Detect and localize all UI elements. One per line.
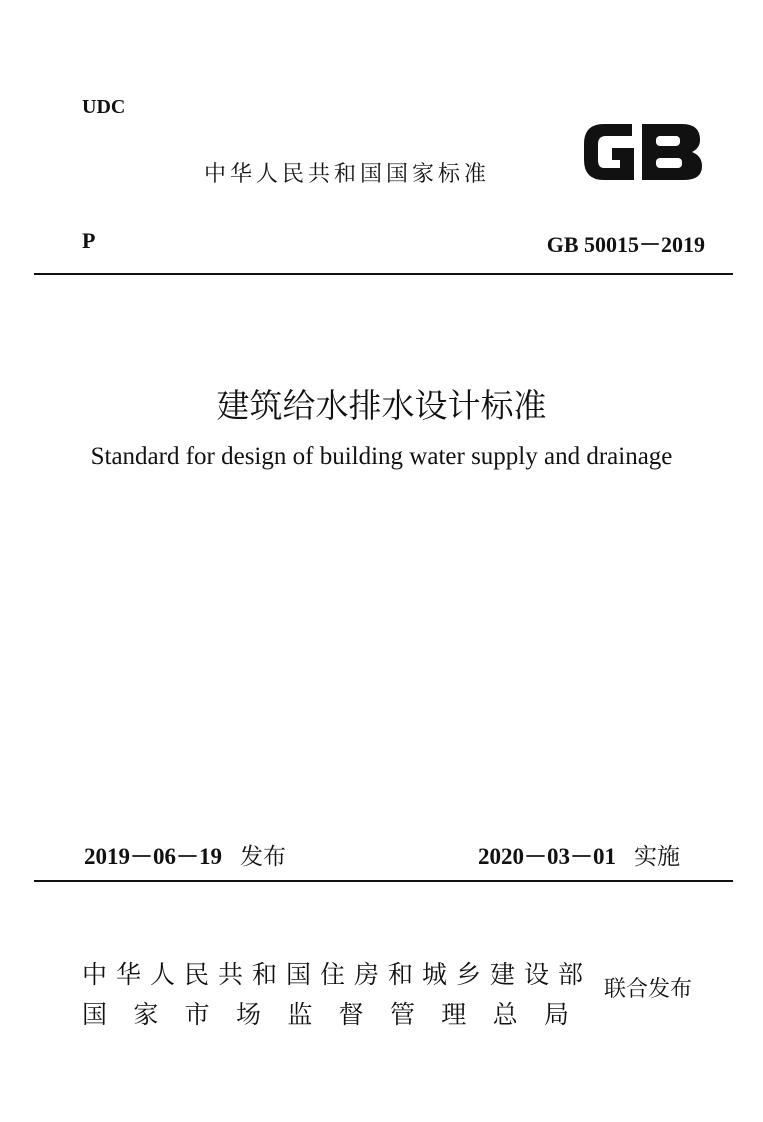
bottom-divider	[34, 880, 733, 882]
gb-logo-icon	[578, 116, 706, 188]
publisher-char: 督	[338, 1000, 364, 1029]
publisher-ministry: 中华人民共和国住房和城乡建设部	[82, 960, 593, 989]
publisher-char: 家	[133, 1000, 159, 1029]
publisher-char: 监	[287, 1000, 313, 1029]
udc-label: UDC	[82, 96, 126, 118]
publisher-char: 局	[543, 1000, 569, 1029]
publisher-char: 总	[492, 1000, 518, 1029]
english-title: Standard for design of building water supply and drainage	[90, 443, 673, 470]
top-divider	[34, 273, 733, 275]
effective-date-line	[478, 838, 680, 871]
publisher-char: 市	[184, 1000, 210, 1029]
publisher-char: 管	[389, 1000, 415, 1029]
effective-date: 2020－03－01	[478, 844, 616, 869]
issue-date: 2019－06－19	[84, 844, 222, 869]
effective-label: 实施	[634, 844, 680, 870]
category-code: P	[82, 228, 96, 253]
publishers-block	[82, 955, 592, 1031]
joint-publish-label: 联合发布	[604, 977, 693, 1002]
chinese-title: 建筑给水排水设计标准	[216, 386, 547, 425]
publisher-char: 场	[235, 1000, 261, 1029]
publisher-char: 理	[441, 1000, 467, 1029]
standard-number: GB 50015－2019	[546, 232, 705, 257]
national-standard-heading: 中华人民共和国国家标准	[204, 162, 491, 187]
issue-label: 发布	[240, 844, 286, 870]
publisher-char: 国	[82, 1000, 108, 1029]
publisher-administration	[82, 995, 569, 1031]
issue-date-line	[84, 838, 286, 871]
